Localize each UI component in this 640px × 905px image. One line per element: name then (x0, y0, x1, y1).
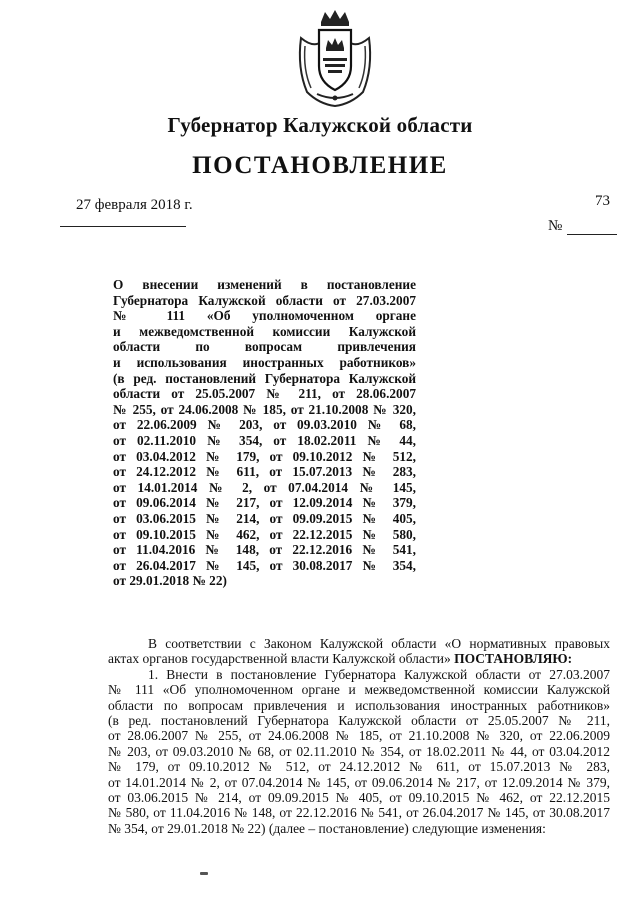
document-body (108, 636, 610, 836)
subject-line: и межведомственной комиссии Калужской (113, 323, 416, 339)
date-underline (60, 226, 186, 227)
item-line: № 111 «Об уполномоченном органе и межведомственной комиссии Калужской (108, 682, 610, 698)
item-line: (в ред. постановлений Губернатора Калужской области от 25.05.2007 № 211, (108, 713, 610, 729)
item-line: № 580, от 11.04.2016 № 148, от 22.12.2016 № 541, от 26.04.2017 № 145, от 30.08.2017 (108, 805, 610, 821)
preamble-line: В соответствии с Законом Калужской области «О нормативных правовых (148, 636, 610, 651)
subject-line: от 22.06.2009 № 203, от 09.03.2010 № 68, (113, 417, 416, 433)
subject-line: от 26.04.2017 № 145, от 30.08.2017 № 354, (113, 557, 416, 573)
subject-line: от 29.01.2018 № 22) (113, 573, 227, 589)
issuing-authority: Губернатор Калужской области (167, 113, 473, 137)
subject-line: от 03.06.2015 № 214, от 09.09.2015 № 405, (113, 510, 416, 526)
preamble-line (108, 651, 610, 666)
subject-line: О внесении изменений в постановление (113, 277, 416, 292)
number-underline (567, 234, 617, 235)
subject-line: от 09.10.2015 № 462, от 22.12.2015 № 580, (113, 526, 416, 542)
subject-line: от 11.04.2016 № 148, от 22.12.2016 № 541, (113, 542, 416, 558)
document-date: 27 февраля 2018 г. (76, 197, 193, 213)
item-line: № 203, от 09.03.2010 № 68, от 02.11.2010 № 354, от 18.02.2011 № 44, от 03.04.2012 (108, 743, 610, 759)
document-number: 73 (595, 193, 610, 209)
scan-mark (200, 872, 208, 875)
subject-line: Губернатора Калужской области от 27.03.2007 (113, 292, 416, 308)
subject-line: (в ред. постановлений Губернатора Калужской (113, 370, 416, 386)
resolution-keyword: ПОСТАНОВЛЯЮ: (454, 651, 573, 667)
subject-line: от 03.04.2012 № 179, от 09.10.2012 № 512, (113, 448, 416, 464)
item-line: области по вопросам привлечения и использования иностранных работников» (108, 697, 610, 713)
subject-line: от 24.12.2012 № 611, от 15.07.2013 № 283, (113, 464, 416, 480)
subject-line: области по вопросам привлечения (113, 339, 416, 355)
subject-line: № 111 «Об уполномоченном органе (113, 308, 416, 324)
document-subject (113, 277, 416, 589)
subject-line: и использования иностранных работников» (113, 354, 416, 370)
subject-line: от 09.06.2014 № 217, от 12.09.2014 № 379, (113, 495, 416, 511)
item-line: 1. Внести в постановление Губернатора Калужской области от 27.03.2007 (148, 666, 610, 682)
subject-line: области от 25.05.2007 № 211, от 28.06.2007 (113, 386, 416, 402)
coat-of-arms-icon (295, 8, 375, 108)
item-line: от 03.06.2015 № 214, от 09.09.2015 № 405, от 09.10.2015 № 462, от 22.12.2015 (108, 790, 610, 806)
number-label: № (548, 218, 563, 234)
subject-line: № 255, от 24.06.2008 № 185, от 21.10.2008 № 320, (113, 401, 416, 417)
preamble-text: актах органов государственной власти Калужской области» (108, 651, 451, 667)
item-line: № 354, от 29.01.2018 № 22) (далее – постановление) следующие изменения: (108, 820, 546, 836)
item-line: от 14.01.2014 № 2, от 07.04.2014 № 145, от 09.06.2014 № 217, от 12.09.2014 № 379, (108, 774, 610, 790)
item-line: № 179, от 09.10.2012 № 512, от 24.12.2012 № 611, от 15.07.2013 № 283, (108, 759, 610, 775)
subject-line: от 14.01.2014 № 2, от 07.04.2014 № 145, (113, 479, 416, 495)
subject-line: от 02.11.2010 № 354, от 18.02.2011 № 44, (113, 432, 416, 448)
item-line: от 28.06.2007 № 255, от 24.06.2008 № 185, от 21.10.2008 № 320, от 22.06.2009 (108, 728, 610, 744)
document-type: ПОСТАНОВЛЕНИЕ (192, 152, 448, 179)
